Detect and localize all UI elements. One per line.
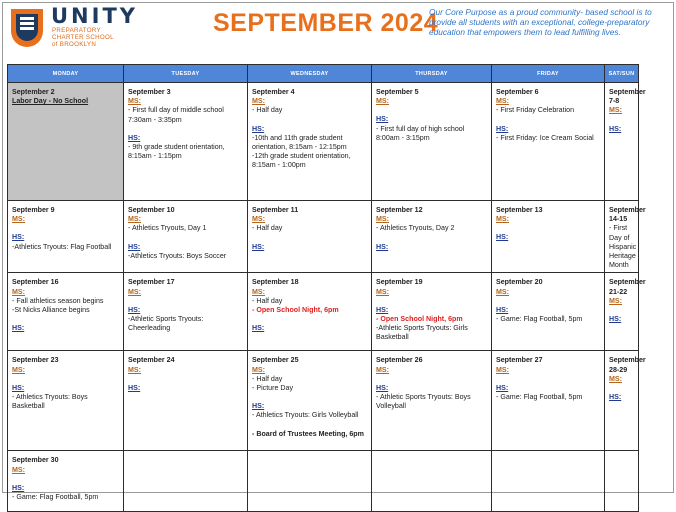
ms-tag: MS:	[252, 287, 266, 296]
event-line: - Half day	[252, 296, 283, 305]
holiday-label: Labor Day - No School	[12, 97, 89, 106]
day-cell	[8, 451, 124, 512]
day-cell	[8, 83, 124, 201]
day-cell	[372, 273, 492, 351]
empty-day-cell	[248, 451, 372, 512]
day-cell	[124, 83, 248, 201]
empty-day-cell	[492, 451, 605, 512]
empty-day-cell	[124, 451, 248, 512]
event-line: Cheerleading	[128, 324, 171, 333]
event-line: -St Nicks Alliance begins	[12, 306, 90, 315]
ms-tag: MS:	[252, 97, 266, 106]
day-date: September 25	[252, 356, 299, 365]
day-cell	[605, 273, 646, 351]
day-date-range: 21-22	[609, 287, 628, 296]
hs-tag: HS:	[609, 393, 622, 402]
week-row	[8, 451, 639, 512]
event-line: Basketball	[12, 402, 45, 411]
hs-tag: HS:	[12, 483, 25, 492]
hs-tag: HS:	[496, 124, 509, 133]
ms-tag: MS:	[496, 287, 510, 296]
week-row	[8, 83, 639, 201]
ms-tag: MS:	[496, 97, 510, 106]
ms-tag: MS:	[376, 215, 390, 224]
event-line: orientation, 8:15am - 12:15pm	[252, 143, 347, 152]
day-date: September 30	[12, 456, 59, 465]
week-row	[8, 273, 639, 351]
event-line: - Game: Flag Football, 5pm	[12, 493, 99, 502]
hs-tag: HS:	[12, 324, 25, 333]
ms-tag: MS:	[128, 287, 142, 296]
school-logo-icon	[9, 7, 45, 47]
hs-tag: HS:	[128, 383, 141, 392]
hs-tag: HS:	[252, 324, 265, 333]
day-date: September 7-8	[609, 88, 646, 106]
day-cell	[492, 83, 605, 201]
event-line: - Athletics Tryouts, Day 1	[128, 224, 207, 233]
hs-tag: HS:	[128, 242, 141, 251]
ms-tag: MS:	[609, 106, 623, 115]
hs-tag: HS:	[376, 305, 389, 314]
hs-tag: HS:	[496, 383, 509, 392]
event-line: - First full day of middle school	[128, 106, 224, 115]
day-date: September 9	[12, 206, 55, 214]
event-line-highlight: - Open School Night, 6pm	[376, 315, 463, 324]
weekday-header: MONDAY	[8, 65, 124, 83]
ms-tag: MS:	[12, 287, 26, 296]
ms-tag: MS:	[12, 465, 26, 474]
event-line: - Game: Flag Football, 5pm	[496, 393, 583, 402]
weekday-header: TUESDAY	[124, 65, 248, 83]
calendar-grid	[7, 64, 646, 512]
event-line: -Athletics Tryouts: Flag Football	[12, 242, 112, 251]
day-cell	[605, 83, 646, 201]
event-line: 8:15am - 1:00pm	[252, 161, 306, 170]
event-line: Volleyball	[376, 402, 406, 411]
ms-tag: MS:	[128, 365, 142, 374]
day-cell	[492, 351, 605, 451]
event-line: -10th and 11th grade student	[252, 133, 343, 142]
ms-tag: MS:	[609, 374, 623, 383]
calendar-page	[2, 2, 674, 502]
ms-tag: MS:	[12, 365, 26, 374]
event-line: - Game: Flag Football, 5pm	[496, 315, 583, 324]
event-line: -12th grade student orientation,	[252, 152, 351, 161]
day-date: September	[609, 356, 646, 365]
hs-tag: HS:	[496, 305, 509, 314]
day-cell	[492, 273, 605, 351]
brand-sub-line: PREPARATORY	[52, 27, 101, 34]
day-date: September	[609, 278, 646, 287]
day-date: September	[609, 206, 646, 214]
day-cell	[605, 201, 646, 273]
hs-tag: HS:	[252, 242, 265, 251]
ms-tag: MS:	[252, 365, 266, 374]
event-line: - First Day of	[609, 224, 630, 242]
hs-tag: HS:	[128, 133, 141, 142]
day-cell	[248, 83, 372, 201]
day-date: September 20	[496, 278, 543, 287]
page-title: SEPTEMBER 2024	[213, 9, 439, 37]
ms-tag: MS:	[496, 215, 510, 224]
event-line: - Half day	[252, 224, 283, 233]
day-cell	[124, 273, 248, 351]
day-date-range: 14-15	[609, 215, 628, 224]
event-line: Heritage Month	[609, 252, 636, 270]
hs-tag: HS:	[12, 383, 25, 392]
hs-tag: HS:	[252, 124, 265, 133]
hs-tag: HS:	[252, 402, 265, 411]
empty-day-cell	[372, 451, 492, 512]
day-cell	[248, 351, 372, 451]
event-line: - 9th grade student orientation,	[128, 143, 225, 152]
day-date: September 18	[252, 278, 299, 287]
ms-tag: MS:	[252, 215, 266, 224]
event-line: - Half day	[252, 106, 283, 115]
event-line: - Fall athletics season begins	[12, 296, 104, 305]
day-cell	[248, 201, 372, 273]
day-cell	[124, 351, 248, 451]
empty-day-cell	[605, 451, 639, 512]
hs-tag: HS:	[12, 233, 25, 242]
ms-tag: MS:	[128, 215, 142, 224]
day-cell	[372, 83, 492, 201]
event-line: Basketball	[376, 333, 409, 342]
ms-tag: MS:	[376, 97, 390, 106]
brand-sub-line: of BROOKLYN	[52, 41, 97, 49]
event-line: -Athletic Sports Tryouts:	[128, 315, 204, 324]
day-cell	[124, 201, 248, 273]
event-line: 8:00am - 3:15pm	[376, 133, 430, 142]
day-date: September 10	[128, 206, 175, 214]
day-date: September 6	[496, 88, 539, 96]
event-line: - First Friday Celebration	[496, 106, 575, 115]
day-date: September 24	[128, 356, 175, 365]
day-cell	[8, 201, 124, 273]
event-line: - Picture Day	[252, 384, 293, 393]
ms-tag: MS:	[376, 287, 390, 296]
day-date: September 12	[376, 206, 423, 214]
event-line: 8:15am - 1:15pm	[128, 152, 182, 161]
day-date-range: 28-29	[609, 365, 628, 374]
hs-tag: HS:	[376, 115, 389, 124]
event-line: - Athletic Sports Tryouts: Boys	[376, 393, 471, 402]
day-date: September 3	[128, 88, 171, 96]
event-line: - Athletics Tryouts: Girls Volleyball	[252, 411, 359, 420]
event-line: - First full day of high school	[376, 124, 465, 133]
hs-tag: HS:	[609, 315, 622, 324]
day-date: September 27	[496, 356, 543, 365]
day-date: September 17	[128, 278, 175, 287]
day-date: September 23	[12, 356, 59, 365]
weekday-header-row	[8, 65, 639, 83]
day-cell	[372, 351, 492, 451]
day-cell	[248, 273, 372, 351]
day-cell	[8, 351, 124, 451]
hs-tag: HS:	[496, 233, 509, 242]
core-purpose-text: Our Core Purpose as a proud community- based school is to provide all students with an exceptional, college-preparatory education that empowers them to lead fulfilling lives.	[429, 7, 652, 37]
weekday-header: WEDNESDAY	[248, 65, 372, 83]
day-cell	[8, 273, 124, 351]
day-date: September 5	[376, 88, 419, 96]
event-line-bold: - Board of Trustees Meeting, 6pm	[252, 429, 364, 438]
event-line: - Athletics Tryouts: Boys	[12, 393, 88, 402]
event-line: - First Friday: Ice Cream Social	[496, 133, 594, 142]
brand-sub-line: CHARTER SCHOOL	[52, 34, 114, 42]
day-date: September 4	[252, 88, 295, 96]
day-date: September 26	[376, 356, 423, 365]
weekday-header: FRIDAY	[492, 65, 605, 83]
hs-tag: HS:	[376, 242, 389, 251]
brand-name: UNITY	[51, 4, 138, 28]
day-cell	[492, 201, 605, 273]
school-brand	[51, 5, 138, 49]
hs-tag: HS:	[609, 124, 622, 133]
event-line: -Athletics Tryouts: Boys Soccer	[128, 251, 227, 260]
ms-tag: MS:	[376, 365, 390, 374]
event-line: - Athletics Tryouts, Day 2	[376, 224, 455, 233]
day-date: September 19	[376, 278, 423, 287]
day-cell	[605, 351, 646, 451]
hs-tag: HS:	[128, 305, 141, 314]
week-row	[8, 351, 639, 451]
event-line: -Athletic Sports Tryouts: Girls	[376, 324, 468, 333]
event-line: - Half day	[252, 374, 283, 383]
day-date: September 2	[12, 88, 55, 96]
day-date: September 16	[12, 278, 59, 287]
ms-tag: MS:	[496, 365, 510, 374]
weekday-header: THURSDAY	[372, 65, 492, 83]
ms-tag: MS:	[12, 215, 26, 224]
day-cell	[372, 201, 492, 273]
ms-tag: MS:	[609, 296, 623, 305]
hs-tag: HS:	[376, 383, 389, 392]
day-date: September 13	[496, 206, 543, 214]
event-line: Hispanic	[609, 242, 637, 251]
weekday-header: SAT/SUN	[605, 65, 639, 83]
day-date: September 11	[252, 206, 299, 214]
ms-tag: MS:	[128, 97, 142, 106]
event-line: 7:30am - 3:35pm	[128, 115, 182, 124]
event-line-highlight: - Open School Night, 6pm	[252, 306, 339, 315]
week-row	[8, 201, 639, 273]
